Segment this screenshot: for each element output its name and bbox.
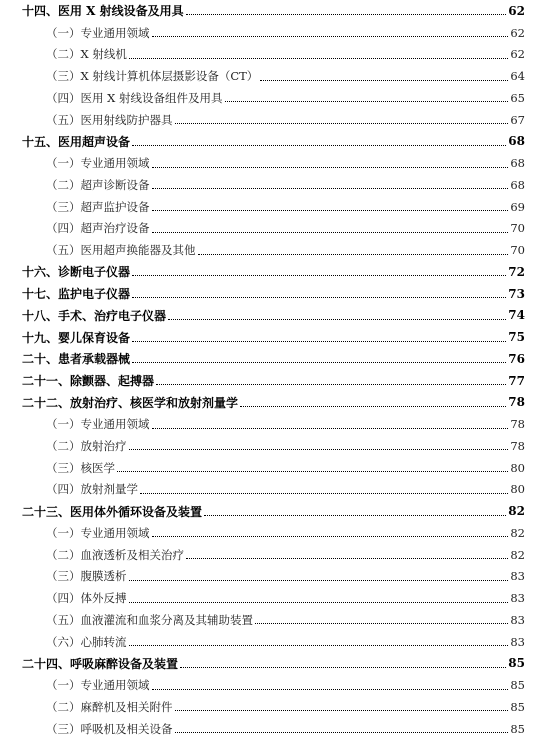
toc-dot-leader [129, 645, 509, 646]
toc-chapter-entry[interactable] [22, 348, 525, 370]
toc-entry-title: （一）专业通用领域 [46, 678, 150, 693]
toc-page-number: 85 [510, 678, 525, 693]
toc-section-entry[interactable] [22, 152, 525, 174]
toc-dot-leader [129, 580, 509, 581]
toc-entry-title: （三）腹膜透析 [46, 569, 127, 584]
toc-page-number: 64 [510, 69, 525, 84]
toc-entry-title: （一）专业通用领域 [46, 25, 150, 40]
toc-chapter-entry[interactable] [22, 370, 525, 392]
toc-entry-title: （五）血液灌流和血浆分离及其辅助装置 [46, 612, 253, 627]
toc-section-entry[interactable] [22, 587, 525, 609]
toc-chapter-entry[interactable] [22, 500, 525, 522]
toc-chapter-entry[interactable] [22, 653, 525, 675]
toc-entry-title: （一）专业通用领域 [46, 417, 150, 432]
toc-page-number: 82 [510, 525, 525, 540]
toc-dot-leader [260, 80, 508, 81]
toc-dot-leader [132, 341, 506, 342]
toc-entry-title: （三）X 射线计算机体层摄影设备（CT） [46, 69, 259, 84]
toc-section-entry[interactable] [22, 435, 525, 457]
toc-entry-title: 十五、医用超声设备 [22, 134, 131, 149]
toc-page-number: 68 [508, 134, 525, 149]
toc-dot-leader [180, 667, 506, 668]
toc-entry-title: （六）心肺转流 [46, 634, 127, 649]
toc-entry-title: （二）麻醉机及相关附件 [46, 699, 173, 714]
toc-dot-leader [140, 493, 508, 494]
toc-page-number: 78 [510, 438, 525, 453]
toc-page-number: 62 [508, 3, 525, 18]
toc-entry-title: （二）放射治疗 [46, 438, 127, 453]
toc-section-entry[interactable] [22, 65, 525, 87]
toc-entry-title: （四）超声治疗设备 [46, 221, 150, 236]
toc-page-number: 85 [510, 699, 525, 714]
toc-entry-title: 二十一、除颤器、起搏器 [22, 374, 155, 389]
toc-page-number: 77 [508, 373, 525, 388]
table-of-contents [22, 0, 525, 740]
toc-dot-leader [152, 36, 509, 37]
toc-page-number: 73 [508, 286, 525, 301]
toc-dot-leader [152, 689, 509, 690]
toc-dot-leader [117, 471, 508, 472]
toc-dot-leader [186, 14, 507, 15]
toc-dot-leader [132, 297, 506, 298]
toc-section-entry[interactable] [22, 696, 525, 718]
toc-entry-title: （二）血液透析及相关治疗 [46, 547, 184, 562]
toc-page-number: 62 [510, 47, 525, 62]
toc-dot-leader [132, 145, 506, 146]
toc-entry-title: （三）呼吸机及相关设备 [46, 721, 173, 736]
toc-dot-leader [132, 362, 506, 363]
toc-dot-leader [255, 623, 508, 624]
toc-entry-title: 十六、诊断电子仪器 [22, 265, 131, 280]
toc-section-entry[interactable] [22, 87, 525, 109]
toc-entry-title: （二）超声诊断设备 [46, 177, 150, 192]
toc-page-number: 85 [510, 721, 525, 736]
toc-dot-leader [129, 449, 509, 450]
toc-section-entry[interactable] [22, 22, 525, 44]
toc-section-entry[interactable] [22, 522, 525, 544]
toc-dot-leader [175, 732, 509, 733]
toc-page-number: 78 [508, 395, 525, 410]
toc-section-entry[interactable] [22, 44, 525, 66]
toc-entry-title: 十九、婴儿保育设备 [22, 330, 131, 345]
toc-page-number: 82 [510, 547, 525, 562]
toc-entry-title: （二）X 射线机 [46, 47, 127, 62]
toc-page-number: 75 [508, 330, 525, 345]
toc-section-entry[interactable] [22, 718, 525, 740]
toc-page-number: 65 [510, 90, 525, 105]
toc-section-entry[interactable] [22, 566, 525, 588]
toc-section-entry[interactable] [22, 196, 525, 218]
toc-entry-title: （五）医用超声换能器及其他 [46, 243, 196, 258]
toc-dot-leader [132, 275, 506, 276]
toc-section-entry[interactable] [22, 218, 525, 240]
toc-dot-leader [204, 515, 506, 516]
toc-chapter-entry[interactable] [22, 0, 525, 22]
toc-entry-title: 二十二、放射治疗、核医学和放射剂量学 [22, 395, 239, 410]
toc-section-entry[interactable] [22, 544, 525, 566]
toc-page-number: 67 [510, 112, 525, 127]
toc-entry-title: 十七、监护电子仪器 [22, 287, 131, 302]
toc-dot-leader [225, 101, 509, 102]
toc-entry-title: （五）医用射线防护器具 [46, 112, 173, 127]
toc-section-entry[interactable] [22, 479, 525, 501]
toc-page-number: 83 [510, 634, 525, 649]
toc-chapter-entry[interactable] [22, 305, 525, 327]
toc-section-entry[interactable] [22, 631, 525, 653]
toc-entry-title: （四）体外反搏 [46, 591, 127, 606]
toc-page-number: 70 [510, 243, 525, 258]
toc-dot-leader [175, 710, 509, 711]
toc-dot-leader [175, 123, 509, 124]
toc-page-number: 85 [508, 656, 525, 671]
toc-dot-leader [152, 536, 509, 537]
toc-entry-title: （四）放射剂量学 [46, 482, 138, 497]
toc-dot-leader [129, 602, 509, 603]
toc-dot-leader [168, 319, 506, 320]
toc-page-number: 80 [510, 460, 525, 475]
toc-entry-title: （一）专业通用领域 [46, 156, 150, 171]
toc-page-number: 68 [510, 156, 525, 171]
toc-page-number: 62 [510, 25, 525, 40]
toc-dot-leader [152, 210, 509, 211]
toc-page-number: 76 [508, 351, 525, 366]
toc-section-entry[interactable] [22, 239, 525, 261]
toc-entry-title: （四）医用 X 射线设备组件及用具 [46, 90, 223, 105]
toc-page-number: 70 [510, 221, 525, 236]
toc-page-number: 83 [510, 591, 525, 606]
toc-page-number: 78 [510, 417, 525, 432]
toc-page-number: 83 [510, 569, 525, 584]
toc-dot-leader [129, 58, 509, 59]
toc-chapter-entry[interactable] [22, 131, 525, 153]
toc-page-number: 82 [508, 504, 525, 519]
toc-entry-title: 十八、手术、治疗电子仪器 [22, 308, 167, 323]
toc-entry-title: （一）专业通用领域 [46, 525, 150, 540]
toc-page-number: 69 [510, 199, 525, 214]
toc-dot-leader [240, 406, 506, 407]
toc-entry-title: （三）超声监护设备 [46, 199, 150, 214]
toc-chapter-entry[interactable] [22, 392, 525, 414]
toc-page-number: 74 [508, 308, 525, 323]
toc-dot-leader [152, 188, 509, 189]
toc-page-number: 72 [508, 264, 525, 279]
toc-dot-leader [152, 428, 509, 429]
toc-dot-leader [156, 384, 506, 385]
toc-section-entry[interactable] [22, 109, 525, 131]
toc-chapter-entry[interactable] [22, 326, 525, 348]
toc-entry-title: 十四、医用 X 射线设备及用具 [22, 4, 184, 19]
toc-section-entry[interactable] [22, 674, 525, 696]
toc-dot-leader [186, 558, 508, 559]
toc-dot-leader [152, 232, 509, 233]
toc-dot-leader [198, 254, 509, 255]
toc-section-entry[interactable] [22, 457, 525, 479]
toc-section-entry[interactable] [22, 174, 525, 196]
toc-entry-title: （三）核医学 [46, 460, 115, 475]
toc-dot-leader [152, 167, 509, 168]
toc-entry-title: 二十三、医用体外循环设备及装置 [22, 504, 203, 519]
toc-page-number: 83 [510, 612, 525, 627]
toc-entry-title: 二十四、呼吸麻醉设备及装置 [22, 656, 179, 671]
toc-page-number: 80 [510, 482, 525, 497]
toc-section-entry[interactable] [22, 609, 525, 631]
toc-chapter-entry[interactable] [22, 261, 525, 283]
toc-page-number: 68 [510, 177, 525, 192]
toc-chapter-entry[interactable] [22, 283, 525, 305]
toc-section-entry[interactable] [22, 413, 525, 435]
toc-entry-title: 二十、患者承载器械 [22, 352, 131, 367]
